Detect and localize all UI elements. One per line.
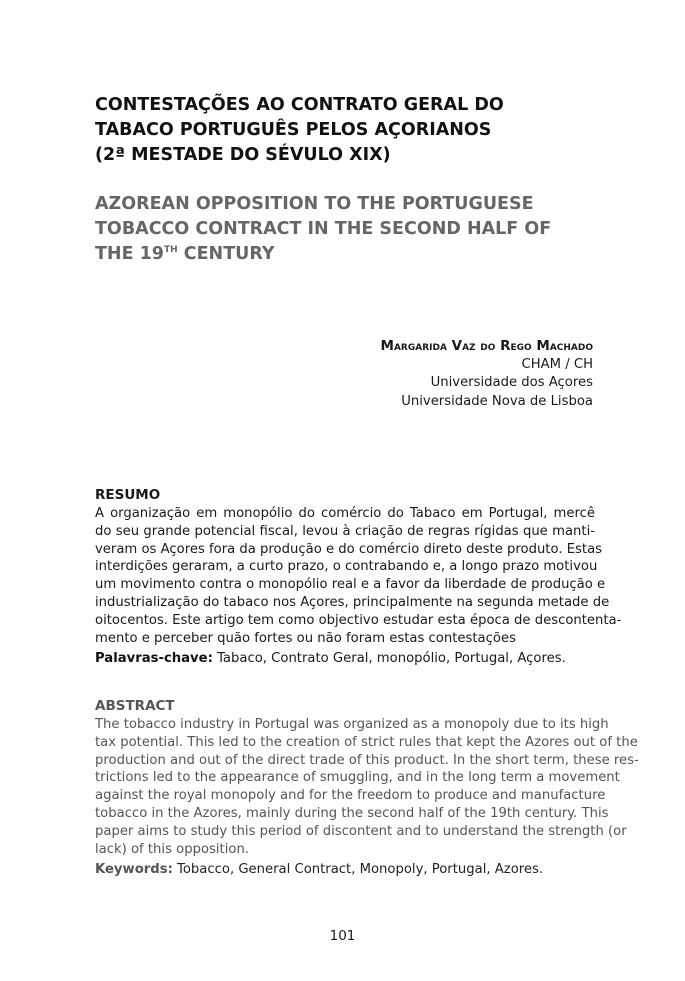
resumo-line: um movimento contra o monopólio real e a favor da liberdade de produção e xyxy=(95,577,606,593)
resumo-line: oitocentos. Este artigo tem como objectivo estudar esta época de descontenta- xyxy=(95,612,622,628)
abstract-line: tobacco in the Azores, mainly during the second half of the 19th century. This xyxy=(95,805,609,821)
resumo-line: mento e perceber quão fortes ou não foram estas contestações xyxy=(95,630,516,646)
abstract-body xyxy=(95,716,639,858)
abstract-section xyxy=(95,697,639,879)
resumo-line: industrialização do tabaco nos Açores, principalmente na segunda metade de xyxy=(95,594,610,610)
resumo-keywords-text: Tabaco, Contrato Geral, monopólio, Portugal, Açores. xyxy=(212,651,566,667)
title-pt-line-2: TABACO PORTUGUÊS PELOS AÇORIANOS xyxy=(95,120,492,140)
resumo-line: veram os Açores fora da produção e do comércio direto deste produto. Estas xyxy=(95,541,603,557)
page-number: 101 xyxy=(329,928,356,944)
resumo-line: A organização em monopólio do comércio do Tabaco em Portugal, mercê xyxy=(95,506,595,521)
title-pt-line-3: (2ª MESTADE DO SÉVULO XIX) xyxy=(95,145,391,165)
abstract-line: trictions led to the appearance of smuggling, and in the long term a movement xyxy=(95,770,620,786)
resumo-keywords xyxy=(95,650,595,668)
title-en-line-3-post: CENTURY xyxy=(177,244,275,264)
author-affiliation-3: Universidade Nova de Lisboa xyxy=(401,393,593,409)
author-affiliation-1: CHAM / CH xyxy=(521,356,593,372)
resumo-body xyxy=(95,505,622,647)
abstract-keywords xyxy=(95,861,595,879)
resumo-line: interdições geraram, a curto prazo, o contrabando e, a longo prazo motivou xyxy=(95,559,598,575)
abstract-keywords-label: Keywords: xyxy=(95,862,173,878)
abstract-line: tax potential. This led to the creation of strict rules that kept the Azores out of the xyxy=(95,734,638,750)
title-en-superscript: TH xyxy=(163,245,178,255)
title-portuguese xyxy=(95,93,595,168)
abstract-heading: ABSTRACT xyxy=(95,698,175,714)
resumo-heading: RESUMO xyxy=(95,487,161,503)
resumo-line: do seu grande potencial fiscal, levou à criação de regras rígidas que manti- xyxy=(95,523,595,539)
title-en-line-2: TOBACCO CONTRACT IN THE SECOND HALF OF xyxy=(95,219,552,239)
resumo-section xyxy=(95,486,622,668)
abstract-keywords-text: Tobacco, General Contract, Monopoly, Portugal, Azores. xyxy=(172,862,544,878)
abstract-line: paper aims to study this period of discontent and to understand the strength (or xyxy=(95,823,627,839)
title-en-line-3-pre: THE 19 xyxy=(95,244,164,264)
title-en-line-1: AZOREAN OPPOSITION TO THE PORTUGUESE xyxy=(95,194,534,214)
title-pt-line-1: CONTESTAÇÕES AO CONTRATO GERAL DO xyxy=(95,95,504,115)
title-english xyxy=(95,192,595,267)
abstract-line: The tobacco industry in Portugal was organized as a monopoly due to its high xyxy=(95,717,609,732)
abstract-line: lack) of this opposition. xyxy=(95,841,249,857)
title-en-line-3 xyxy=(95,242,595,267)
author-block xyxy=(381,337,593,411)
abstract-line: against the royal monopoly and for the freedom to produce and manufacture xyxy=(95,788,606,804)
abstract-line: production and out of the direct trade of this product. In the short term, these res- xyxy=(95,752,639,768)
author-name: Margarida Vaz do Rego Machado xyxy=(380,338,593,354)
author-affiliation-2: Universidade dos Açores xyxy=(430,375,593,390)
resumo-keywords-label: Palavras-chave: xyxy=(95,651,213,667)
